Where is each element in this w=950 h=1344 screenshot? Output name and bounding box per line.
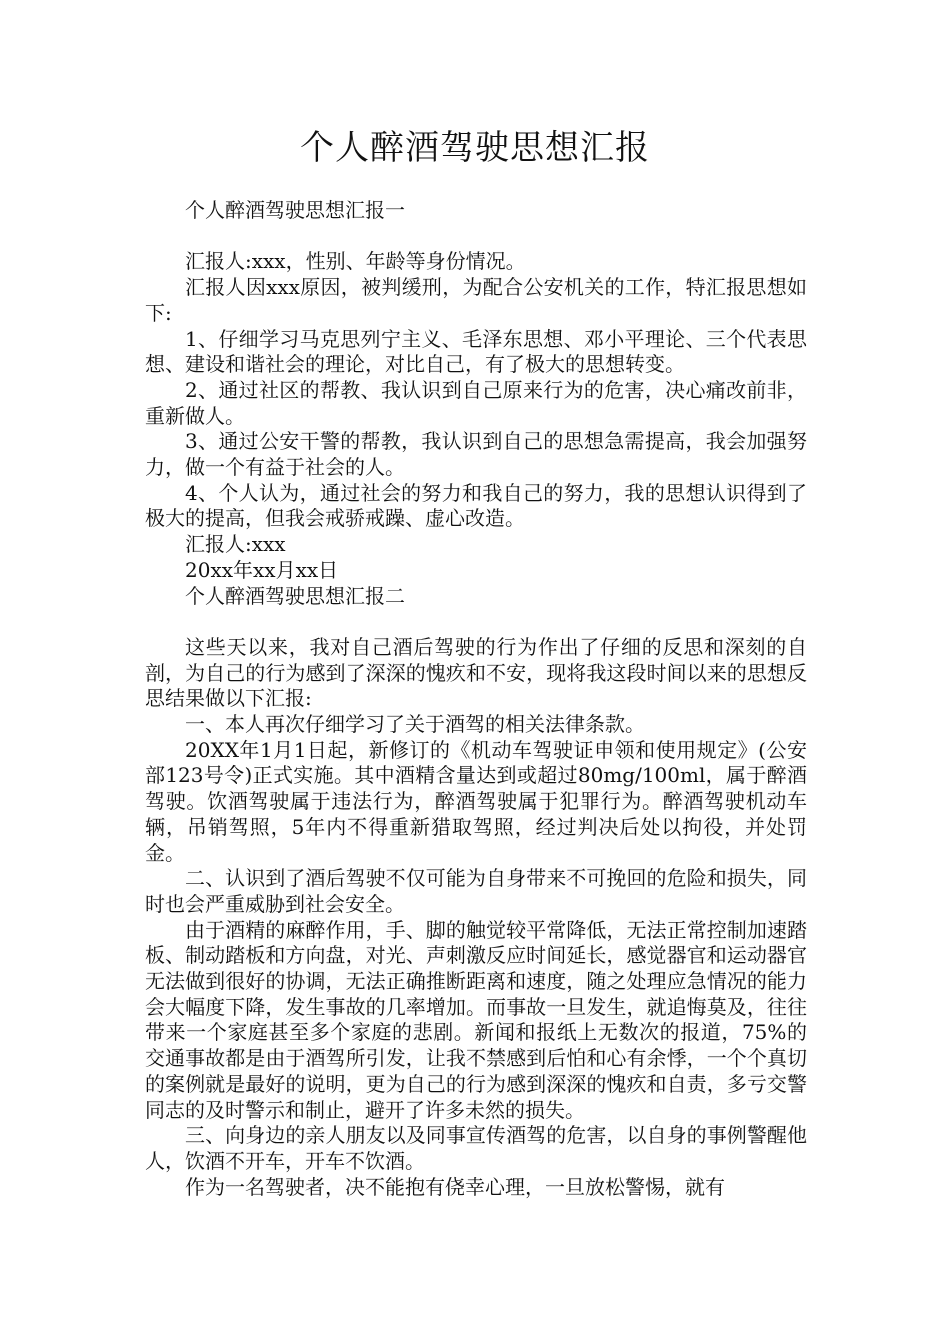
document-title: 个人醉酒驾驶思想汇报 xyxy=(300,128,650,168)
paragraph: 由于酒精的麻醉作用，手、脚的触觉较平常降低，无法正常控制加速踏板、制动踏板和方向盘，对光、声刺激反应时间延长，感觉器官和运动器官无法做到很好的协调，无法正确推断距离和速度，随之处理应急情况的能力会大幅度下降，发生事故的几率增加。而事故一旦发生，就追悔莫及，往往带来一个家庭甚至多个家庭的悲剧。新闻和报纸上无数次的报道，75%的交通事故都是由于酒驾所引发，让我不禁感到后怕和心有余悸，一个个真切的案例就是最好的说明，更为自己的行为感到深深的愧疚和自责，多亏交警同志的及时警示和制止，避开了许多未然的损失。 xyxy=(145,917,807,1122)
section-heading-1: 个人醉酒驾驶思想汇报一 xyxy=(185,198,405,222)
paragraph: 3、通过公安干警的帮教，我认识到自己的思想急需提高，我会加强努力，做一个有益于社会的人。 xyxy=(145,429,807,480)
paragraph: 1、仔细学习马克思列宁主义、毛泽东思想、邓小平理论、三个代表思想、建设和谐社会的理论，对比自己，有了极大的思想转变。 xyxy=(145,326,807,377)
document-body xyxy=(145,198,807,1200)
paragraph: 4、个人认为，通过社会的努力和我自己的努力，我的思想认识得到了极大的提高，但我会戒骄戒躁、虚心改造。 xyxy=(145,480,807,531)
report-date: 20xx年xx月xx日 xyxy=(185,557,339,582)
paragraph: 作为一名驾驶者，决不能抱有侥幸心理，一旦放松警惕，就有 xyxy=(185,1174,725,1199)
reporter-signature: 汇报人:xxx xyxy=(185,532,286,557)
paragraph: 三、向身边的亲人朋友以及同事宣传酒驾的危害，以自身的事例警醒他人，饮酒不开车，开车不饮酒。 xyxy=(145,1123,807,1173)
paragraph: 汇报人因xxx原因，被判缓刑，为配合公安机关的工作，特汇报思想如下: xyxy=(145,275,807,325)
paragraph: 这些天以来，我对自己酒后驾驶的行为作出了仔细的反思和深刻的自剖，为自己的行为感到了深深的愧疚和不安，现将我这段时间以来的思想反思结果做以下汇报: xyxy=(145,634,807,711)
paragraph: 二、认识到了酒后驾驶不仅可能为自身带来不可挽回的危险和损失，同时也会严重威胁到社会安全。 xyxy=(145,866,807,916)
paragraph: 20XX年1月1日起，新修订的《机动车驾驶证申领和使用规定》(公安部123号令)正式实施。其中酒精含量达到或超过80mg/100ml，属于醉酒驾驶。饮酒驾驶属于违法行为，醉酒驾驶属于犯罪行为。醉酒驾驶机动车辆，吊销驾照，5年内不得重新猎取驾照，经过判决后处以拘役，并处罚金。 xyxy=(145,737,807,865)
paragraph: 汇报人:xxx，性别、年龄等身份情况。 xyxy=(185,249,526,274)
paragraph: 2、通过社区的帮教、我认识到自己原来行为的危害，决心痛改前非，重新做人。 xyxy=(145,377,807,428)
paragraph: 一、本人再次仔细学习了关于酒驾的相关法律条款。 xyxy=(185,712,645,737)
section-heading-2: 个人醉酒驾驶思想汇报二 xyxy=(185,583,405,608)
